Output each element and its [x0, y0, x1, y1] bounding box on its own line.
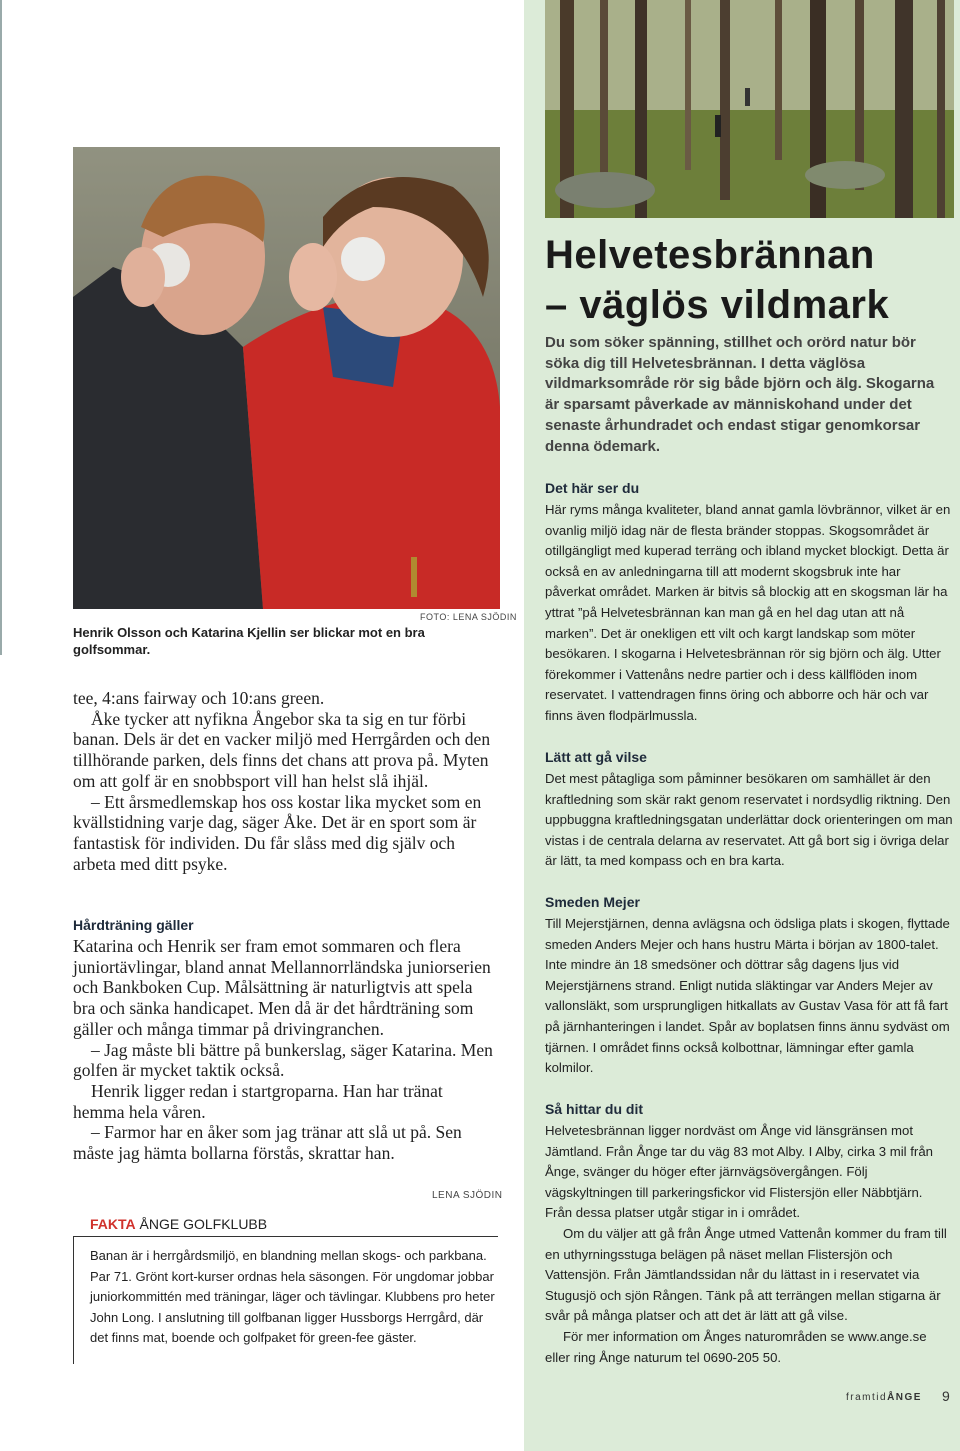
golfers-photo	[73, 147, 500, 609]
title-line: Helvetesbrännan	[545, 233, 875, 277]
fakta-heading	[90, 1216, 267, 1232]
paragraph: – Ett årsmedlemskap hos oss kostar lika mycket som en kvällstidning varje dag, säger Åke. Det är en sport som är fantastisk för individen. Du får slåss med dig själv och arbeta med ditt psyke.	[73, 791, 482, 874]
paragraph: Det mest påtagliga som påminner besökaren om samhället är den kraftledning som skär rakt genom reservatet i nordsydlig riktning. Den uppbuggna kraftledningsgatan underlättar dock orienteringen om man vistas i de centrala delarna av reservatet. Att gå bort sig i övriga delar är lätt, ta med kompass och en bra karta.	[545, 771, 953, 869]
section-heading: Lätt att gå vilse	[545, 749, 647, 765]
paragraph: Till Mejerstjärnen, denna avlägsna och ödsliga plats i skogen, flyttade smeden Anders Mejer och hans hustru Märta i början av 1800-talet. Inte mindre än 18 smedsöner och döttrar såg dagens ljus vid Mejerstjärnens strand. Enligt nutida släktingar var Anders Mejer av vallonsläkt, som ursprungligen hitkallats av Gustav Vasa för att få fart på järnhanteringen i landet. Spår av boplatsen finns ännu sydväst om tjärnen. I området finns också kolbottnar, lämningar efter gamla kolmilor.	[545, 916, 950, 1076]
footer-brand	[846, 1392, 922, 1403]
paragraph: Åke tycker att nyfikna Ångebor ska ta sig en tur förbi banan. Dels är det en vacker miljö med Herrgården och den tillhörande parken, dels finns det chans att prova på. Myten om att golf är en snobbsport vill han helst slå ihjäl.	[73, 708, 491, 791]
section-heading: Så hittar du dit	[545, 1101, 643, 1117]
article-body-part1	[73, 688, 498, 874]
fakta-text: Banan är i herrgårdsmiljö, en blandning mellan skogs- och parkbana. Par 71. Grönt kort-kurser ordnas hela säsongen. För ungdomar jobbar juniorkommittén med träningar, läger och tävlingar. Klubbens pro heter John Long. I anslutning till golfbanan ligger Hussborgs Herrgård, där det finns mat, boende och golfpaket för green-fee gäster.	[90, 1248, 495, 1346]
sidebar-title	[545, 230, 889, 330]
section-heading: Smeden Mejer	[545, 894, 640, 910]
forest-photo-illustration	[545, 0, 954, 218]
paragraph: Här ryms många kvaliteter, bland annat gamla lövbrännor, vilket är en ovanlig miljö idag när de flesta bränder stoppas. Skogsområdet är otillgängligt med kuperad terräng och ibland mycket blockigt. Detta är också en av anledningarna till att modernt skogsbruk inte har påverkat området. Marken är bitvis så blockig att en skogsman lär ha yttrat ”på Helvetesbrännan kan man gå en hel dag utan att nå marken”. Det är onekligen ett vilt och kargt landskap som möter besökaren. I skogarna i Helvetesbrännan rör sig björn och älg. Utter förekommer i Vattenåns nedre partier och i dess källflöden inom reservatet. I vattendragen finns öring och abborre och här och var finns även flodpärlmussla.	[545, 502, 951, 723]
section-text	[545, 914, 953, 1079]
title-line: – väglös vildmark	[545, 283, 890, 327]
article-byline: LENA SJÖDIN	[432, 1190, 503, 1201]
paragraph: – Jag måste bli bättre på bunkerslag, säger Katarina. Men golfen är mycket taktik också.	[73, 1039, 493, 1081]
golfers-photo-illustration	[73, 147, 500, 609]
paragraph: Helvetesbrännan ligger nordväst om Ånge vid länsgränsen mot Jämtland. Från Ånge tar du väg 83 mot Alby. I Alby, cirka 3 mil från Ånge, svänger du höger efter järnvägsövergången. Följ vägskyltningen till parkeringsfickor vid Flistersjön eller Näbbtjärn. Från dessa platser utgår stigar in i området.	[545, 1123, 933, 1221]
page-number: 9	[942, 1388, 950, 1404]
paragraph: För mer information om Ånges naturområden se www.ange.se eller ring Ånge naturum tel 0690-205 50.	[545, 1328, 927, 1365]
paragraph: tee, 4:ans fairway och 10:ans green.	[73, 688, 325, 708]
paragraph: – Farmor har en åker som jag tränar att slå ut på. Sen måste jag hämta bollarna förstås, skrattar han.	[73, 1122, 462, 1164]
paragraph: Om du väljer att gå från Ånge utmed Vattenån kommer du fram till en uthyrningsstuga belägen på näset mellan Flistersjön och Vattensjön. Från Jämtlandssidan når du lättast in i reservatet via Stugusjö och sjön Rången. Tänk på att terrängen mellan stigarna är svår på många platser och att det är lätt att gå vilse.	[545, 1225, 947, 1324]
paragraph: Katarina och Henrik ser fram emot sommaren och flera juniortävlingar, bland annat Mellannorrländska juniorserien och Bankboken Cup. Målsättning är naturligtvis att spela bra och sänka handicapet. Men då är det hårdträning som gäller och många timmar på drivingranchen.	[73, 936, 491, 1039]
forest-photo	[545, 0, 954, 218]
left-edge-rule	[0, 0, 2, 655]
footer-brand-a: framtid	[846, 1392, 888, 1403]
fakta-label: FAKTA	[90, 1216, 136, 1232]
section-text	[545, 500, 953, 727]
section-text	[545, 1121, 953, 1368]
footer-brand-b: ÅNGE	[887, 1392, 922, 1403]
photo-caption: Henrik Olsson och Katarina Kjellin ser blickar mot en bra golfsommar.	[73, 625, 425, 657]
article-body-part2	[73, 936, 498, 1164]
paragraph: Henrik ligger redan i startgroparna. Han har tränat hemma hela våren.	[73, 1080, 443, 1122]
fakta-title: ÅNGE GOLFKLUBB	[139, 1216, 268, 1232]
section-heading: Det här ser du	[545, 480, 640, 496]
article-subhead: Hårdträning gäller	[73, 917, 194, 933]
photo-credit: FOTO: LENA SJÖDIN	[420, 612, 517, 622]
sidebar-intro: Du som söker spänning, stillhet och orörd natur bör söka dig till Helvetesbrännan. I detta väglösa vildmarksområde rör sig både björn och älg. Skogarna är sparsamt påverkade av människohand under det senaste århundradet och endast stigar genomkorsar denna ödemark.	[545, 334, 935, 455]
section-text	[545, 769, 953, 872]
